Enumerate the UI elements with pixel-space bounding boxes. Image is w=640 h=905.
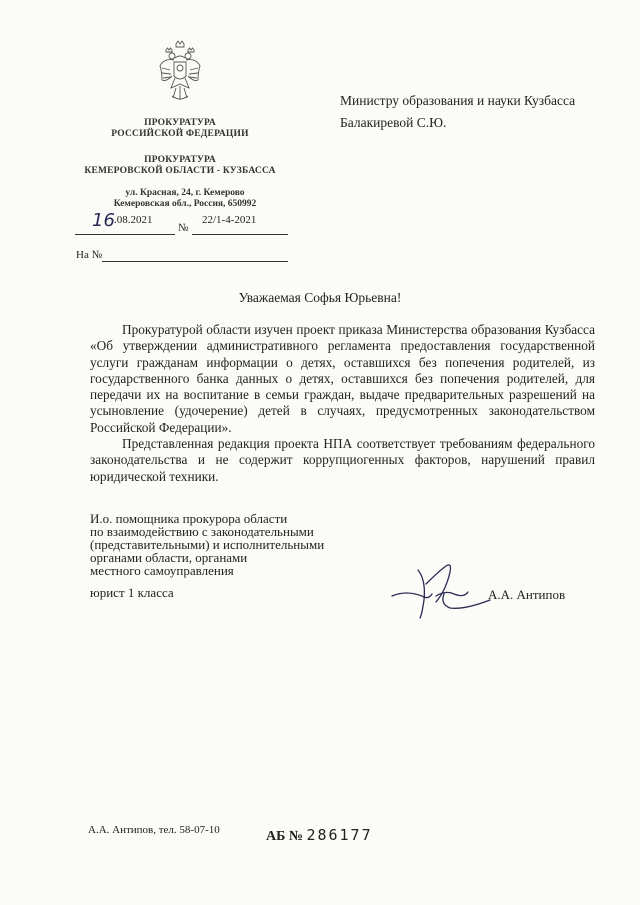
org1-line1: ПРОКУРАТУРА: [144, 118, 216, 128]
greeting: Уважаемая Софья Юрьевна!: [238, 290, 402, 305]
signatory-rank: юрист 1 класса: [90, 585, 174, 600]
coat-of-arms-emblem: [158, 38, 202, 106]
org2-line2: КЕМЕРОВСКОЙ ОБЛАСТИ - КУЗБАССА: [84, 166, 276, 176]
signatory-title: [90, 512, 370, 577]
org-name-block: [90, 118, 270, 140]
number-label: №: [178, 222, 189, 234]
title-line5: местного самоуправления: [90, 563, 234, 578]
footer-contact: А.А. Антипов, тел. 58-07-10: [88, 824, 220, 836]
org1-line2: РОССИЙСКОЙ ФЕДЕРАЦИИ: [111, 129, 249, 139]
addressee-block: [340, 90, 630, 134]
regional-org-block: [70, 155, 290, 177]
title-line2: по взаимодействию с законодательными: [90, 524, 314, 539]
title-line3: (представительными) и исполнительными: [90, 537, 325, 552]
org2-line1: ПРОКУРАТУРА: [144, 155, 216, 165]
date-handwritten: 16: [92, 210, 115, 231]
addressee-line2: Балакиревой С.Ю.: [340, 115, 447, 130]
date-underline: [75, 234, 175, 235]
form-serial: [266, 826, 373, 845]
date-printed: .08.2021: [114, 214, 153, 226]
reference-label: На №: [76, 249, 103, 261]
addressee-line1: Министру образования и науки Кузбасса: [340, 93, 576, 108]
body-paragraph-1: Прокуратурой области изучен проект приказа Министерства образования Кузбасса «Об утверждении административного регламента предоставления государственной услуги гражданам информации о детях, оставшихся без попечения родителей, из государственного банка данных о детях, оставшихся без попечения родителей, для передачи их на воспитание в семьи граждан, выдаче предварительных разрешений на усыновление (удочерение) детей в случаях, предусмотренных законодательством Российской Федерации».: [90, 322, 595, 435]
org-address: [90, 188, 280, 210]
letter-body: [90, 322, 595, 485]
date-number-row: [70, 210, 290, 240]
title-line1: И.о. помощника прокурора области: [90, 511, 288, 526]
title-line4: органами области, органами: [90, 550, 248, 565]
handwritten-signature: [388, 556, 498, 622]
address-line2: Кемеровская обл., Россия, 650992: [113, 199, 257, 209]
number-underline: [192, 234, 288, 235]
serial-number: 286177: [306, 826, 373, 844]
number-value: 22/1-4-2021: [202, 214, 257, 226]
signatory-name: А.А. Антипов: [488, 587, 566, 602]
serial-prefix: АБ №: [266, 829, 303, 844]
body-paragraph-2: Представленная редакция проекта НПА соответствует требованиям федерального законодательства и не содержит коррупциогенных факторов, нарушений правил юридической техники.: [90, 436, 595, 484]
reference-underline: [102, 261, 288, 262]
reference-row: [70, 247, 290, 265]
address-line1: ул. Красная, 24, г. Кемерово: [125, 188, 245, 198]
